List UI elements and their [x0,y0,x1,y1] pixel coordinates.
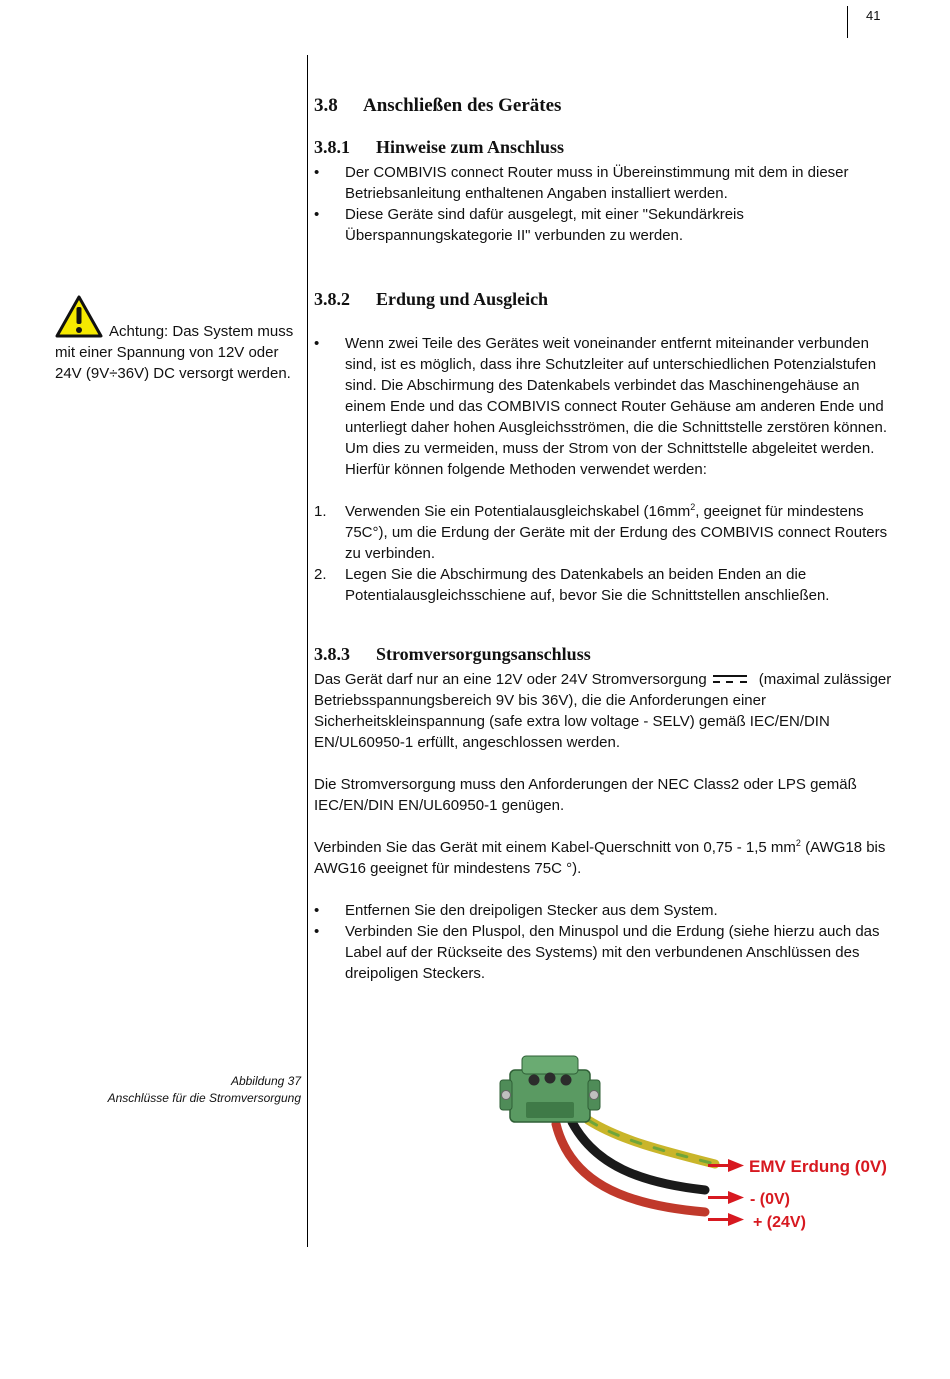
main-column [314,95,904,984]
page-number: 41 [866,8,881,23]
list-item: • Diese Geräte sind dafür ausgelegt, mit einer "Sekundärkreis Überspannungskategorie II" verbunden zu werden. [314,204,904,246]
paragraph: Die Stromversorgung muss den Anforderungen der NEC Class2 oder LPS gemäß IEC/EN/DIN EN/UL60950-1 genügen. [314,776,857,814]
figure-caption [108,1073,301,1107]
paragraph-text: Das Gerät darf nur an eine 12V oder 24V Stromversorgung [314,671,707,688]
section-heading [314,95,904,116]
subsection-title-383: Stromversorgungsanschluss [376,644,591,664]
subsection-heading-383 [314,644,904,665]
list-item: • Entfernen Sie den dreipoligen Stecker aus dem System. [314,900,904,921]
numbered-list-382 [314,501,904,606]
subsection-heading-382 [314,289,904,310]
dc-symbol-icon [713,674,747,686]
three-pole-connector [500,1056,600,1122]
step-text: Legen Sie die Abschirmung des Datenkabels an beiden Enden an die Potentialausgleichsschiene auf, bevor Sie die Schnittstellen anschließen. [345,566,830,604]
figure-caption-text: Anschlüsse für die Stromversorgung [107,1091,301,1105]
superscript: 2 [690,502,696,512]
bullet-list-383 [314,900,904,984]
figure-caption-number: Abbildung 37 [230,1074,301,1088]
subsection-heading-381 [314,137,904,158]
step-number: 2. [314,566,327,583]
list-item [314,564,904,606]
column-divider [307,55,308,1247]
label-plus: + (24V) [753,1214,806,1231]
step-text: Verwenden Sie ein Potentialausgleichskabel (16mm [345,503,691,520]
list-item [314,501,904,564]
subsection-number-381: 3.8.1 [314,137,350,157]
step-number: 1. [314,503,327,520]
page-number-rule [847,6,848,38]
subsection-number-383: 3.8.3 [314,644,350,664]
section-number: 3.8 [314,95,338,116]
section-title: Anschließen des Gerätes [363,95,562,116]
paragraph-text: (maximal zulässiger Betriebsspannungsbereich 9V bis 36V), die die Anforderungen einer Sicherheitskleinspannung (safe extra low voltage - SELV) gemäß IEC/EN/DIN EN/UL60950-1 erfüllt, angeschlossen werden. [314,671,892,751]
power-connector-figure [490,1050,910,1240]
paragraph-text: Verbinden Sie das Gerät mit einem Kabel-Querschnitt von 0,75 - 1,5 mm [314,839,796,856]
subsection-title-381: Hinweise zum Anschluss [376,137,565,157]
bullet-list-381 [314,162,904,246]
warning-triangle-icon [55,294,103,338]
list-item: • Verbinden Sie den Pluspol, den Minuspol und die Erdung (siehe hierzu auch das Label auf der Rückseite des Systems) mit den verbundenen Anschlüssen des dreipoligen Steckers. [314,921,904,984]
warning-text: Achtung: Das System muss mit einer Spannung von 12V oder 24V (9V÷36V) DC versorgt werden. [55,323,294,382]
subsection-title-382: Erdung und Ausgleich [376,289,549,309]
label-minus: - (0V) [750,1191,790,1208]
step-text: , geeignet für mindestens 75C°), um die Erdung der Geräte mit der Erdung des COMBIVIS connect Routers zu verbinden. [345,503,888,562]
paragraph [314,669,904,753]
bullet-list-382 [314,333,904,480]
superscript: 2 [795,838,801,848]
paragraph-text: (AWG18 bis AWG16 geeignet für mindestens 75C °). [314,839,886,877]
warning-note [55,292,305,384]
list-item: • Der COMBIVIS connect Router muss in Übereinstimmung mit dem in dieser Betriebsanleitung enthaltenen Angaben installiert werden. [314,162,904,204]
list-item: • Wenn zwei Teile des Gerätes weit voneinander entfernt miteinander verbunden sind, ist es möglich, dass ihre Schutzleiter auf unterschiedlichen Potenzialstufen sind. Die Abschirmung des Datenkabels verbindet das Maschinengehäuse an einem Ende und das COMBIVIS connect Router Gehäuse am anderen Ende und unterliegt daher hohen Ausgleichsströmen, die die Schnittstelle zerstören können. Um dies zu vermeiden, muss der Strom von der Schnittstelle abgeleitet werden. Hierfür können folgende Methoden verwendet werden: [314,333,904,480]
subsection-number-382: 3.8.2 [314,289,350,309]
label-ground: EMV Erdung (0V) [749,1157,887,1176]
paragraph [314,837,904,879]
